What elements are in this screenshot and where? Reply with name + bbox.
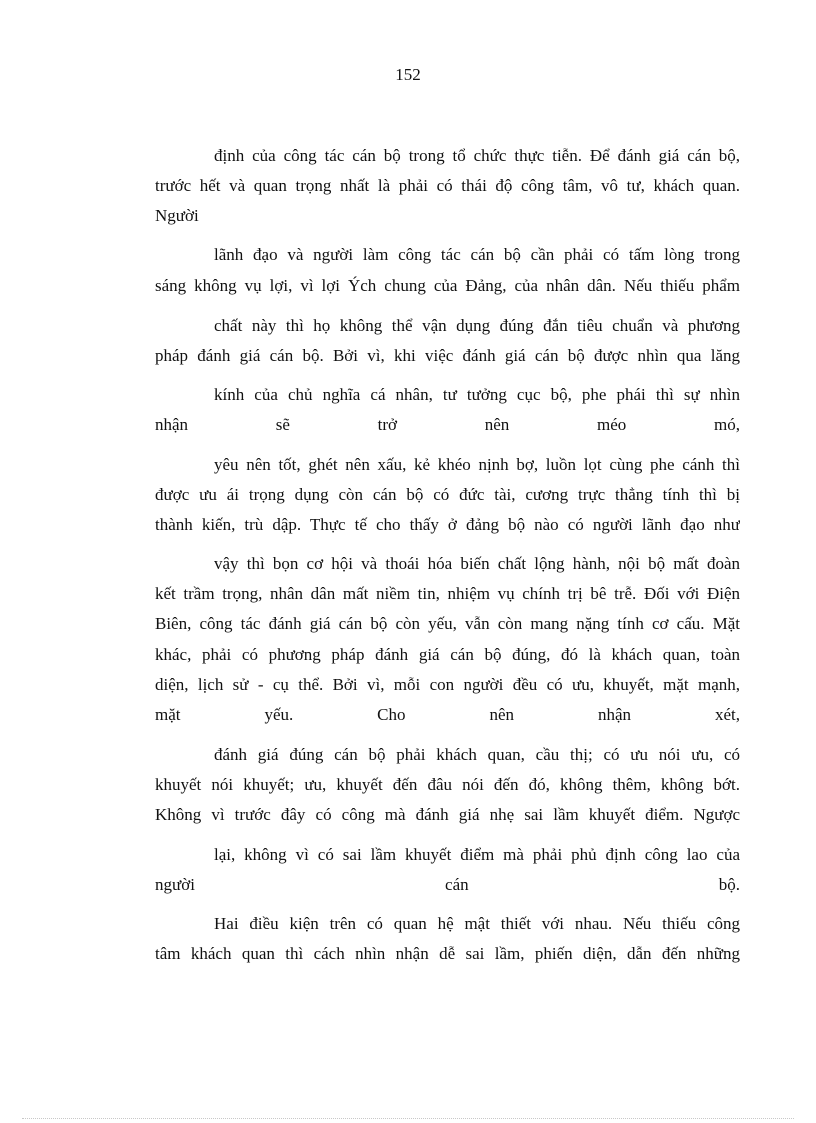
text-line: Không vì trước đây có công mà đánh giá nhẹ sai lầm khuyết điểm. Ngược	[155, 805, 740, 824]
text-line: Người	[155, 206, 199, 225]
text-line: thành kiến, trù dập. Thực tế cho thấy ở đảng bộ nào có người lãnh đạo như	[155, 515, 740, 534]
text-line: nhận sẽ trở nên méo mó,	[155, 415, 740, 434]
text-line: lại, không vì có sai lầm khuyết điểm mà phải phủ định công lao của	[214, 845, 740, 864]
text-line: kính của chủ nghĩa cá nhân, tư tưởng cục bộ, phe phái thì sự nhìn	[214, 385, 740, 404]
page-bottom-divider	[22, 1118, 794, 1119]
text-line: định của công tác cán bộ trong tổ chức thực tiễn. Để đánh giá cán bộ,	[214, 146, 740, 165]
text-line: chất này thì họ không thể vận dụng đúng đắn tiêu chuẩn và phương	[214, 316, 740, 335]
text-line: đánh giá đúng cán bộ phải khách quan, cầu thị; có ưu nói ưu, có	[214, 745, 740, 764]
text-line: vậy thì bọn cơ hội và thoái hóa biến chất lộng hành, nội bộ mất đoàn	[214, 554, 740, 573]
page-number: 152	[395, 65, 421, 84]
text-line: yêu nên tốt, ghét nên xấu, kẻ khéo nịnh bợ, luồn lọt cùng phe cánh thì	[214, 455, 740, 474]
text-line: lãnh đạo và người làm công tác cán bộ cần phải có tấm lòng trong	[214, 245, 740, 264]
text-line: người cán bộ.	[155, 875, 740, 894]
text-line: Biên, công tác đánh giá cán bộ còn yếu, vẫn còn mang nặng tính cơ cấu. Mặt	[155, 614, 740, 633]
text-line: kết trầm trọng, nhân dân mất niềm tin, nhiệm vụ chính trị bê trễ. Đối với Điện	[155, 584, 740, 603]
text-line: Hai điều kiện trên có quan hệ mật thiết với nhau. Nếu thiếu công	[214, 914, 740, 933]
text-line: khuyết nói khuyết; ưu, khuyết đến đâu nói đến đó, không thêm, không bớt.	[155, 775, 740, 794]
text-line: diện, lịch sử - cụ thể. Bởi vì, mỗi con người đều có ưu, khuyết, mặt mạnh,	[155, 675, 740, 694]
text-line: trước hết và quan trọng nhất là phải có thái độ công tâm, vô tư, khách quan.	[155, 176, 740, 195]
text-line: được ưu ái trọng dụng còn cán bộ có đức tài, cương trực thẳng tính thì bị	[155, 485, 740, 504]
text-line: pháp đánh giá cán bộ. Bởi vì, khi việc đánh giá cán bộ được nhìn qua lăng	[155, 346, 740, 365]
text-line: tâm khách quan thì cách nhìn nhận dễ sai lầm, phiến diện, dẫn đến những	[155, 944, 740, 963]
text-line: mặt yếu. Cho nên nhận xét,	[155, 705, 740, 724]
text-line: khác, phải có phương pháp đánh giá cán bộ đúng, đó là khách quan, toàn	[155, 645, 740, 664]
text-line: sáng không vụ lợi, vì lợi Ých chung của Đảng, của nhân dân. Nếu thiếu phẩm	[155, 276, 740, 295]
